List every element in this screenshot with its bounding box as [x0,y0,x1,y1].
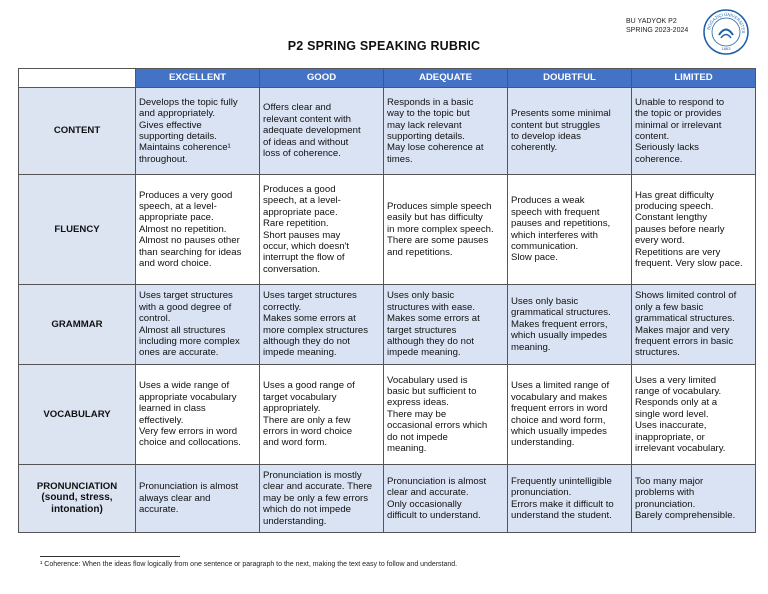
descriptor-line: in more complex speech. [387,223,494,235]
descriptor-line: Makes some errors at [263,313,356,325]
descriptor-line: structures. [635,347,680,359]
rubric-row [19,285,756,365]
descriptor-line: although they do not [263,335,350,347]
rubric-cell [260,465,384,533]
descriptor-line: minimal or irrelevant [635,119,722,131]
descriptor-line: only a few basic [635,301,704,313]
descriptor-line: Produces a good [263,183,336,195]
descriptor-line: Uses a very limited [635,374,717,386]
descriptor-line: Pronunciation is almost [139,481,239,493]
descriptor-line: frequent errors in basic [635,335,734,347]
descriptor-line: Almost no repetition. [139,223,227,235]
descriptor-line: There may be [387,408,447,420]
descriptor-line: pauses and repetitions, [511,218,611,230]
descriptor-line: and word choice. [139,258,212,270]
rubric-row [19,175,756,285]
descriptor-line: target vocabulary [263,391,337,403]
descriptor-line: occasional errors which [387,420,488,432]
descriptor-line: way to the topic but [387,108,470,120]
rubric-cell [260,175,384,285]
descriptor-line: coherence. [635,153,683,165]
footnote: ¹ Coherence: When the ideas flow logically from one sentence or paragraph to the next, making the text easy to follow and understand. [40,561,458,568]
rubric-cell [508,365,632,465]
rubric-cell [632,285,756,365]
header-corner [19,69,136,88]
column-header: ADEQUATE [384,69,508,88]
descriptor-line: vocabulary and makes [511,391,607,403]
descriptor-line: understand the student. [511,509,612,521]
descriptor-line: clear and accurate. [387,487,469,499]
descriptor-line: single word level. [635,408,709,420]
descriptor-line: Uses inaccurate, [635,420,707,432]
descriptor-line: Produces simple speech [387,200,492,212]
criterion-name: GRAMMAR [51,318,103,330]
descriptor-line: do not impede [387,431,448,443]
rubric-cell [632,365,756,465]
descriptor-line: which do not impede [263,504,351,516]
descriptor-line: control. [139,313,171,325]
descriptor-line: times. [387,153,413,165]
criterion-label [19,365,136,465]
descriptor-line: basic but sufficient to [387,385,477,397]
descriptor-line: Frequently unintelligible [511,475,612,487]
page-title: P2 SPRING SPEAKING RUBRIC [287,39,481,53]
descriptor-line: Pronunciation is mostly [263,469,362,481]
descriptor-line: throughout. [139,153,188,165]
descriptor-line: Rare repetition. [263,218,329,230]
descriptor-line: may be only a few errors [263,492,369,504]
rubric-cell [508,175,632,285]
descriptor-line: meaning. [387,443,427,455]
rubric-header-row [19,69,756,88]
rubric-cell [136,465,260,533]
criterion-label [19,175,136,285]
descriptor-line: grammatical structures. [511,307,611,319]
rubric-cell [384,285,508,365]
org-line-1: BU YADYOK P2 [626,18,677,25]
descriptor-line: Produces a weak [511,195,585,207]
descriptor-line: accurate. [139,504,179,516]
criterion-label [19,465,136,533]
descriptor-line: than searching for ideas [139,246,242,258]
descriptor-line: Produces a very good [139,189,233,201]
descriptor-line: problems with [635,487,695,499]
rubric-cell [632,465,756,533]
descriptor-line: communication. [511,240,579,252]
descriptor-line: Develops the topic fully [139,96,238,108]
descriptor-line: Almost all structures [139,324,226,336]
rubric-cell [260,285,384,365]
rubric-cell [136,365,260,465]
descriptor-line: meaning. [511,341,551,353]
criterion-name: PRONUNCIATION [36,480,118,492]
rubric-cell [260,88,384,175]
descriptor-line: Has great difficulty [635,189,714,201]
footnote-divider [40,556,180,557]
descriptor-line: impede meaning. [263,347,337,359]
descriptor-line: which usually impedes [511,330,607,342]
descriptor-line: coherently. [511,142,558,154]
descriptor-line: content. [635,131,670,142]
descriptor-line: learned in class [139,403,206,415]
rubric-table [18,68,756,533]
column-header: DOUBTFUL [508,69,632,88]
descriptor-line: Uses only basic [387,290,455,302]
rubric-row [19,365,756,465]
descriptor-line: with a good degree of [139,301,232,313]
descriptor-line: supporting details. [139,131,217,142]
descriptor-line: Presents some minimal [511,108,611,120]
descriptor-line: to develop ideas [511,131,581,142]
descriptor-line: adequate development [263,125,361,137]
rubric-cell [260,365,384,465]
descriptor-line: correctly. [263,301,302,313]
criterion-name: VOCABULARY [43,408,111,420]
descriptor-line: producing speech. [635,200,714,212]
descriptor-line: may lack relevant [387,119,462,131]
rubric-cell [136,175,260,285]
column-header: GOOD [260,69,384,88]
descriptor-line: frequent. Very slow pace. [635,258,743,270]
descriptor-line: choice and collocations. [139,437,241,449]
descriptor-line: Constant lengthy [635,212,707,224]
descriptor-line: speech with frequent [511,206,600,218]
descriptor-line: Offers clear and [263,102,332,114]
descriptor-line: pronunciation. [635,498,696,510]
descriptor-line: effectively. [139,414,184,426]
descriptor-line: which usually impedes [511,425,607,437]
descriptor-line: speech, at a level- [263,195,341,207]
descriptor-line: Slow pace. [511,252,558,264]
rubric-row [19,465,756,533]
rubric-cell [384,175,508,285]
descriptor-line: Maintains coherence¹ [139,142,231,154]
descriptor-line: Uses a wide range of [139,380,230,392]
rubric-cell [508,88,632,175]
descriptor-line: pauses before nearly [635,223,725,235]
descriptor-line: Uses a limited range of [511,380,610,392]
descriptor-line: Unable to respond to [635,96,725,108]
descriptor-line: difficult to understand. [387,509,481,521]
descriptor-line: Pronunciation is almost [387,475,487,487]
criterion-name: FLUENCY [54,223,100,235]
descriptor-line: understanding. [511,437,575,449]
descriptor-line: There are only a few [263,414,351,426]
descriptor-line: Shows limited control of [635,290,737,302]
descriptor-line: interrupt the flow of [263,252,345,264]
rubric-cell [508,285,632,365]
descriptor-line: Too many major [635,475,704,487]
criterion-name: CONTENT [53,125,101,137]
seal-text: BOĞAZİÇİ ÜNİVERSİTES [706,11,747,34]
svg-text:1863: 1863 [721,46,731,51]
descriptor-line: conversation. [263,263,321,275]
descriptor-line: understanding. [263,515,327,527]
descriptor-line: Makes frequent errors, [511,318,608,330]
descriptor-line: Makes major and very [635,324,730,336]
descriptor-line: and word form. [263,437,327,449]
rubric-cell [508,465,632,533]
descriptor-line: the topic or provides [635,108,722,120]
descriptor-line: every word. [635,235,685,247]
descriptor-line: supporting details. [387,131,465,142]
descriptor-line: Barely comprehensible. [635,509,736,521]
descriptor-line: Uses target structures [139,290,233,302]
descriptor-line: There are some pauses [387,235,489,247]
criterion-label [19,88,136,175]
rubric-cell [136,285,260,365]
descriptor-line: frequent errors in word [511,403,608,415]
descriptor-line: easily but has difficulty [387,212,483,224]
header-org-info [626,17,688,35]
descriptor-line: May lose coherence at [387,142,484,154]
descriptor-line: always clear and [139,492,211,504]
descriptor-line: of ideas and without [263,136,349,148]
descriptor-line: content but struggles [511,119,601,131]
descriptor-line: Almost no pauses other [139,235,240,247]
descriptor-line: which interferes with [511,229,598,241]
org-line-2: SPRING 2023-2024 [626,27,689,34]
descriptor-line: including more complex [139,335,240,347]
rubric-cell [384,465,508,533]
descriptor-line: errors in word choice [263,425,353,437]
column-header: EXCELLENT [136,69,260,88]
column-header: LIMITED [632,69,756,88]
descriptor-line: choice and word form, [511,414,606,426]
descriptor-line: Uses target structures [263,290,357,302]
descriptor-line: occur, which doesn't [263,240,350,252]
rubric-cell [632,88,756,175]
descriptor-line: appropriate vocabulary [139,391,237,403]
descriptor-line: ones are accurate. [139,347,219,359]
descriptor-line: range of vocabulary. [635,385,722,397]
rubric-cell [136,88,260,175]
descriptor-line: structures with ease. [387,301,475,313]
descriptor-line: and appropriately. [139,108,216,120]
descriptor-line: although they do not [387,335,474,347]
descriptor-line: Responds only at a [635,397,718,409]
criterion-subtitle: (sound, stress, intonation) [41,492,113,516]
descriptor-line: Only occasionally [387,498,462,510]
descriptor-line: Very few errors in word [139,425,238,437]
descriptor-line: Repetitions are very [635,246,721,258]
rubric-cell [384,88,508,175]
descriptor-line: Uses only basic [511,295,579,307]
rubric-row [19,88,756,175]
descriptor-line: and repetitions. [387,246,453,258]
descriptor-line: target structures [387,324,457,336]
descriptor-line: Responds in a basic [387,96,474,108]
descriptor-line: Errors make it difficult to [511,498,614,510]
descriptor-line: Makes some errors at [387,313,480,325]
descriptor-line: appropriate pace. [263,206,338,218]
descriptor-line: Vocabulary used is [387,374,468,386]
descriptor-line: loss of coherence. [263,148,341,160]
rubric-cell [384,365,508,465]
descriptor-line: express ideas. [387,397,449,409]
descriptor-line: appropriately. [263,403,321,415]
descriptor-line: Seriously lacks [635,142,699,154]
rubric-cell [632,175,756,285]
descriptor-line: inappropriate, or [635,431,705,443]
criterion-label [19,285,136,365]
descriptor-line: impede meaning. [387,347,461,359]
descriptor-line: grammatical structures. [635,313,735,325]
descriptor-line: Short pauses may [263,229,341,241]
descriptor-line: more complex structures [263,324,369,336]
descriptor-line: irrelevant vocabulary. [635,443,726,455]
descriptor-line: speech, at a level- [139,200,217,212]
descriptor-line: appropriate pace. [139,212,214,224]
descriptor-line: clear and accurate. There [263,481,373,493]
descriptor-line: Uses a good range of [263,380,355,392]
descriptor-line: pronunciation. [511,487,572,499]
descriptor-line: Gives effective [139,119,202,131]
descriptor-line: relevant content with [263,113,351,125]
